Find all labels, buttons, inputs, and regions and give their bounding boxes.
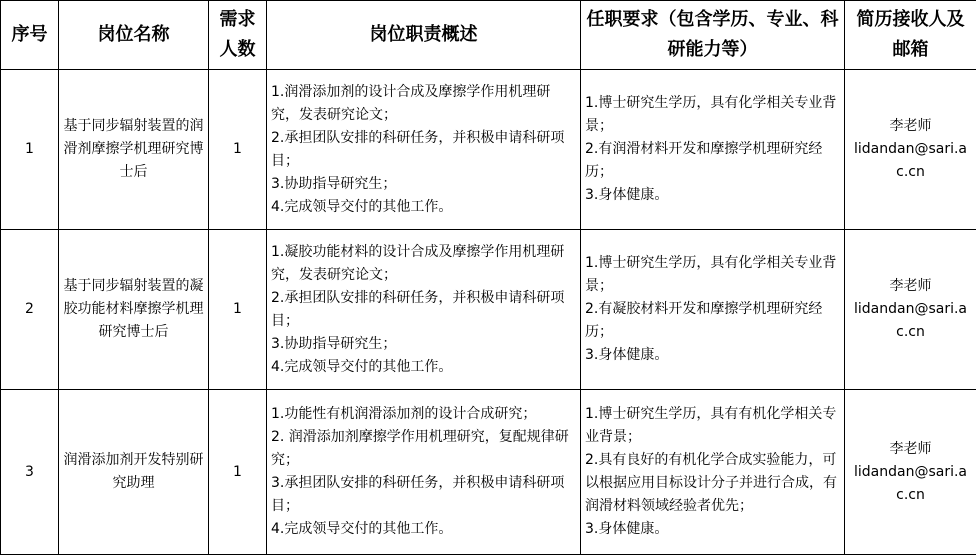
header-position: 岗位名称 bbox=[59, 1, 209, 70]
contact-name: 李老师 bbox=[849, 115, 972, 138]
cell-requirements bbox=[581, 70, 845, 230]
cell-count: 1 bbox=[209, 230, 267, 390]
duty-line: 3.协助指导研究生； bbox=[271, 333, 576, 356]
requirement-line: 3.身体健康。 bbox=[585, 184, 840, 207]
cell-no: 3 bbox=[1, 390, 59, 555]
cell-requirements bbox=[581, 390, 845, 555]
duty-line: 3.协助指导研究生； bbox=[271, 173, 576, 196]
table-header-row bbox=[1, 1, 976, 70]
header-duties: 岗位职责概述 bbox=[267, 1, 581, 70]
cell-no: 1 bbox=[1, 70, 59, 230]
cell-count: 1 bbox=[209, 70, 267, 230]
cell-position: 润滑添加剂开发特别研究助理 bbox=[59, 390, 209, 555]
cell-contact bbox=[845, 70, 976, 230]
duty-line: 1.功能性有机润滑添加剂的设计合成研究； bbox=[271, 403, 576, 426]
requirement-line: 2.具有良好的有机化学合成实验能力，可以根据应用目标设计分子并进行合成，有润滑材料领域经验者优先； bbox=[585, 449, 840, 518]
cell-duties bbox=[267, 390, 581, 555]
cell-contact bbox=[845, 390, 976, 555]
table-row bbox=[1, 70, 976, 230]
header-count: 需求人数 bbox=[209, 1, 267, 70]
requirement-line: 2.有凝胶材料开发和摩擦学机理研究经历； bbox=[585, 298, 840, 344]
cell-position: 基于同步辐射装置的润滑剂摩擦学机理研究博士后 bbox=[59, 70, 209, 230]
duty-line: 2.承担团队安排的科研任务，并积极申请科研项目； bbox=[271, 127, 576, 173]
duty-line: 4.完成领导交付的其他工作。 bbox=[271, 518, 576, 541]
contact-email[interactable]: lidandan@sari.ac.cn bbox=[849, 461, 972, 507]
requirement-line: 1.博士研究生学历，具有化学相关专业背景； bbox=[585, 252, 840, 298]
duty-line: 3.承担团队安排的科研任务，并积极申请科研项目； bbox=[271, 472, 576, 518]
requirement-line: 3.身体健康。 bbox=[585, 344, 840, 367]
cell-position: 基于同步辐射装置的凝胶功能材料摩擦学机理研究博士后 bbox=[59, 230, 209, 390]
requirement-line: 3.身体健康。 bbox=[585, 518, 840, 541]
header-contact: 简历接收人及邮箱 bbox=[845, 1, 976, 70]
table-row bbox=[1, 230, 976, 390]
duty-line: 1.润滑添加剂的设计合成及摩擦学作用机理研究，发表研究论文； bbox=[271, 81, 576, 127]
duty-line: 1.凝胶功能材料的设计合成及摩擦学作用机理研究，发表研究论文； bbox=[271, 241, 576, 287]
contact-name: 李老师 bbox=[849, 438, 972, 461]
contact-email[interactable]: lidandan@sari.ac.cn bbox=[849, 138, 972, 184]
duty-line: 4.完成领导交付的其他工作。 bbox=[271, 196, 576, 219]
cell-requirements bbox=[581, 230, 845, 390]
header-no: 序号 bbox=[1, 1, 59, 70]
requirement-line: 1.博士研究生学历，具有化学相关专业背景； bbox=[585, 92, 840, 138]
cell-no: 2 bbox=[1, 230, 59, 390]
cell-count: 1 bbox=[209, 390, 267, 555]
table-row bbox=[1, 390, 976, 555]
header-requirements: 任职要求（包含学历、专业、科研能力等） bbox=[581, 1, 845, 70]
contact-name: 李老师 bbox=[849, 275, 972, 298]
requirement-line: 1.博士研究生学历，具有有机化学相关专业背景； bbox=[585, 403, 840, 449]
duty-line: 4.完成领导交付的其他工作。 bbox=[271, 356, 576, 379]
contact-email[interactable]: lidandan@sari.ac.cn bbox=[849, 298, 972, 344]
requirement-line: 2.有润滑材料开发和摩擦学机理研究经历； bbox=[585, 138, 840, 184]
cell-contact bbox=[845, 230, 976, 390]
cell-duties bbox=[267, 230, 581, 390]
cell-duties bbox=[267, 70, 581, 230]
duty-line: 2.承担团队安排的科研任务，并积极申请科研项目； bbox=[271, 287, 576, 333]
duty-line: 2. 润滑添加剂摩擦学作用机理研究，复配规律研究； bbox=[271, 426, 576, 472]
